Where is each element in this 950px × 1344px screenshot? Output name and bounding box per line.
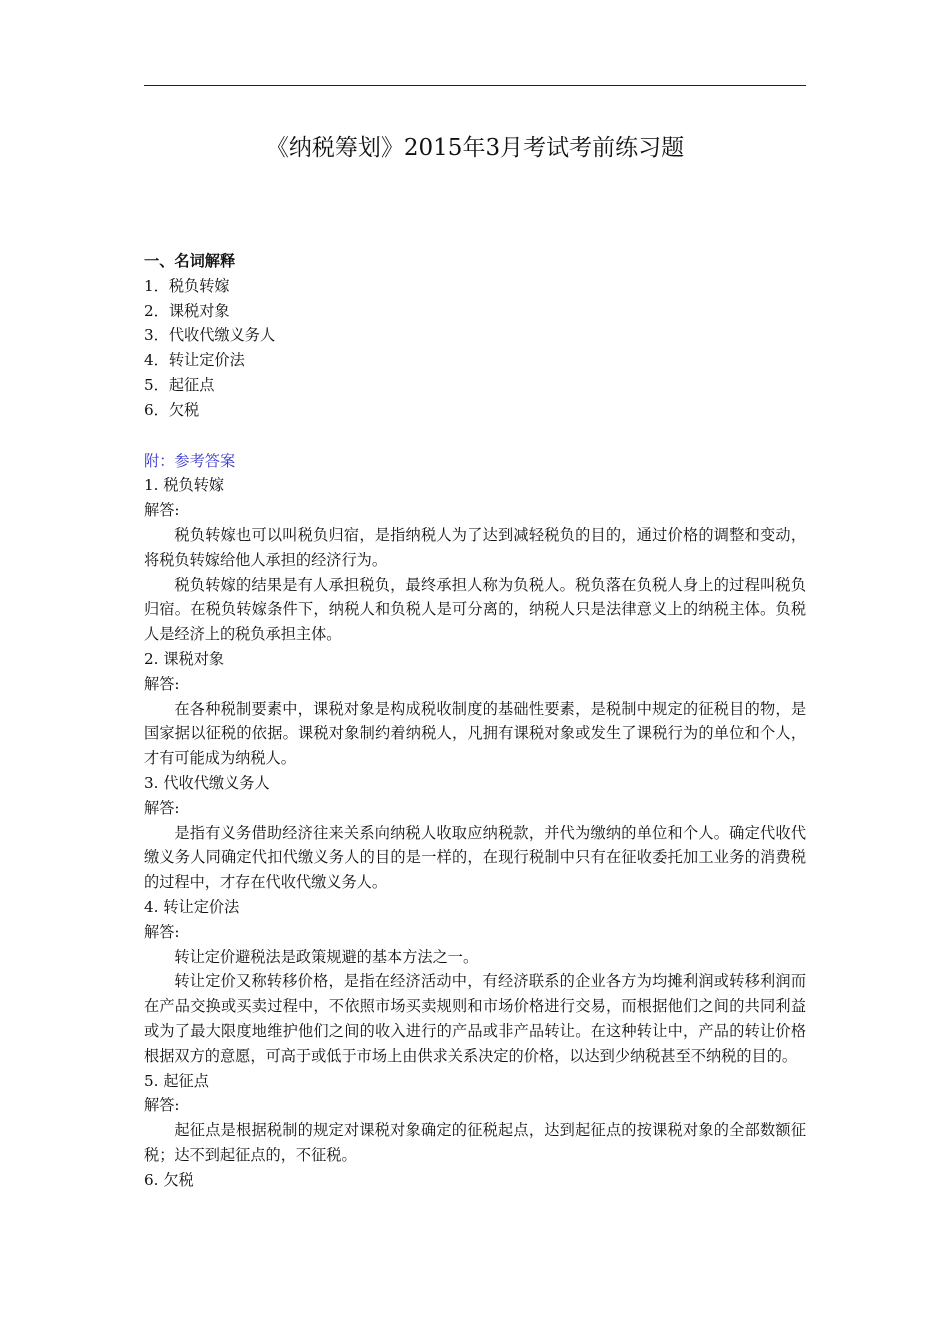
answer-paragraph: 税负转嫁也可以叫税负归宿，是指纳税人为了达到减轻税负的目的，通过价格的调整和变动，将税负转嫁给他人承担的经济行为。 xyxy=(144,525,806,569)
answer-paragraph: 税负转嫁的结果是有人承担税负，最终承担人称为负税人。税负落在负税人身上的过程叫税负归宿。在税负转嫁条件下，纳税人和负税人是可分离的，纳税人只是法律意义上的纳税主体。负税人是经济上的税负承担主体。 xyxy=(144,575,806,644)
answer-term: 2. 课税对象 xyxy=(144,649,225,668)
term-item: 2．课税对象 xyxy=(144,301,230,320)
answer-term: 1. 税负转嫁 xyxy=(144,476,225,495)
answer-term: 5. 起征点 xyxy=(144,1071,209,1090)
term-item: 4．转让定价法 xyxy=(144,351,245,370)
answer-label: 解答: xyxy=(144,798,180,817)
answer-paragraph: 转让定价又称转移价格，是指在经济活动中，有经济联系的企业各方为均摊利润或转移利润而在产品交换或买卖过程中，不依照市场买卖规则和市场价格进行交易，而根据他们之间的共同利益或为了最大限度地维护他们之间的收入进行的产品或非产品转让。在这种转让中，产品的转让价格根据双方的意愿，可高于或低于市场上由供求关系决定的价格，以达到少纳税甚至不纳税的目的。 xyxy=(144,972,806,1065)
document-body xyxy=(144,249,806,1192)
answer-label: 解答: xyxy=(144,674,180,693)
document-title: 《纳税筹划》2015年3月考试考前练习题 xyxy=(265,135,685,161)
term-item: 3．代收代缴义务人 xyxy=(144,326,276,345)
term-item: 5．起征点 xyxy=(144,375,215,394)
answer-label: 解答: xyxy=(144,1096,180,1115)
spacer xyxy=(144,423,806,449)
answer-label: 解答: xyxy=(144,501,180,520)
term-item: 6．欠税 xyxy=(144,400,200,419)
answers-heading: 附：参考答案 xyxy=(144,451,236,470)
answer-term: 6. 欠税 xyxy=(144,1170,194,1189)
header-rule xyxy=(144,85,806,86)
answer-paragraph: 起征点是根据税制的规定对课税对象确定的征税起点，达到起征点的按课税对象的全部数额征税；达不到起征点的，不征税。 xyxy=(144,1121,806,1164)
answer-paragraph: 是指有义务借助经济往来关系向纳税人收取应纳税款，并代为缴纳的单位和个人。确定代收代缴义务人同确定代扣代缴义务人的目的是一样的，在现行税制中只有在征收委托加工业务的消费税的过程中，才存在代收代缴义务人。 xyxy=(144,823,806,892)
answer-paragraph: 在各种税制要素中，课税对象是构成税收制度的基础性要素，是税制中规定的征税目的物，是国家据以征税的依据。课税对象制约着纳税人，凡拥有课税对象或发生了课税行为的单位和个人，才有可能成为纳税人。 xyxy=(144,699,806,768)
answer-term: 4. 转让定价法 xyxy=(144,897,240,916)
answer-label: 解答: xyxy=(144,922,180,941)
answer-paragraph: 转让定价避税法是政策规避的基本方法之一。 xyxy=(174,947,479,966)
term-item: 1．税负转嫁 xyxy=(144,276,230,295)
answer-term: 3. 代收代缴义务人 xyxy=(144,773,270,792)
section-heading: 一、名词解释 xyxy=(144,252,236,270)
